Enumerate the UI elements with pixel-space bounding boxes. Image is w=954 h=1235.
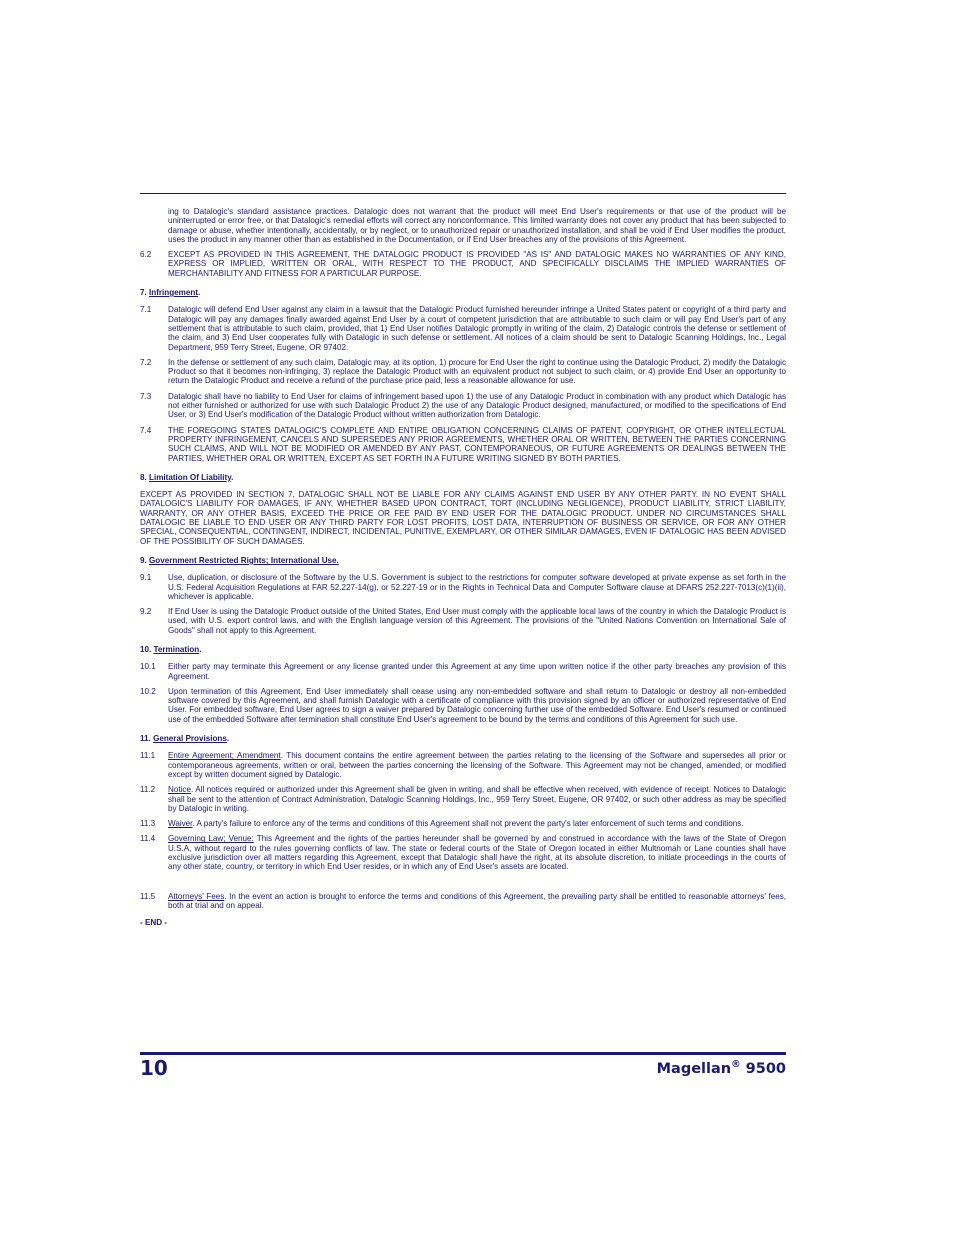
clause-text: Use, duplication, or disclosure of the Software by the U.S. Government is subject to the restrictions for computer software developed at private expense as set forth in the U.S. Federal Acquisition Regulations at FAR 52.227-14(g), or 52.227-19 or in the Rights in Technical Data and Computer Software clause at DFARS 252.227-7013(c)(1)(ii), whichever is applicable. — [168, 573, 786, 601]
clause-number: 11.2 — [140, 785, 156, 795]
clause-text — [168, 751, 786, 779]
clause-7-1 — [140, 305, 786, 351]
clause-body: . This document contains the entire agreement between the parties relating to the licensing of the Software and supersedes all prior or contemporaneous agreements, written or oral, between the parties concerning the licensing of the Software. This Agreement may not be changed, amended, or modified except by written document signed by Datalogic. — [168, 751, 786, 779]
end-marker: - END - — [140, 918, 167, 928]
clause-text: Either party may terminate this Agreement or any license granted under this Agreement at any time upon written notice if the other party breaches any provision of this Agreement. — [168, 662, 786, 681]
clause-text — [168, 892, 786, 911]
clause-title: Governing Law; Venue: — [168, 834, 254, 844]
clause-11-1 — [140, 751, 786, 779]
product-model: 9500 — [740, 1060, 786, 1077]
section-11-heading: 11. General Provisions. — [140, 734, 230, 744]
license-agreement-body — [140, 207, 786, 928]
clause-body: . All notices required or authorized under this Agreement shall be given in writing, and shall be effective when received, with evidence of receipt. Notices to Datalogic shall be sent to the attention of Contract Administration, Datalogic Scanning Holdings, Inc., 959 Terry Street, Eugene, OR 97402, or such other address as may be specified by Datalogic in writing. — [168, 785, 786, 813]
clause-text — [168, 819, 786, 828]
spacer — [140, 878, 786, 892]
section-title: Infringement — [149, 288, 199, 298]
section-number: 8. — [140, 472, 149, 482]
clause-text — [168, 834, 786, 871]
clause-11-3 — [140, 819, 786, 828]
clause-text: Datalogic shall have no liability to End User for claims of infringement based upon 1) the use of any Datalogic Product in combination with any product which Datalogic has not either furnished or authorized for use with such Datalogic Product 2) the use of any Datalogic Product designed, manufactured, or modified to the specifications of End User, or 3) End User's modification of the Datalogic Product without written authorization from Datalogic. — [168, 391, 786, 420]
section-8-text: EXCEPT AS PROVIDED IN SECTION 7, DATALOGIC SHALL NOT BE LIABLE FOR ANY CLAIMS AGAINST END USER BY ANY OTHER PARTY. IN NO EVENT SHALL DATALOGIC'S LIABILITY FOR DAMAGES, IF ANY, WHETHER BASED UPON CONTRACT, TORT (INCLUDING NEGLIGENCE), PRODUCT LIABILITY, STRICT LIABILITY, WARRANTY, OR ANY OTHER BASIS, EXCEED THE PRICE OR FEE PAID BY END USER FOR THE DATALOGIC PRODUCT. UNDER NO CIRCUMSTANCES SHALL DATALOGIC BE LIABLE TO END USER OR ANY THIRD PARTY FOR LOST PROFITS, LOST DATA, INTERRUPTION OF BUSINESS OR SERVICE, OR FOR ANY OTHER SPECIAL, CONSEQUENTIAL, CONTINGENT, INDIRECT, INCIDENTAL, PUNITIVE, EXEMPLARY, OR OTHER SIMILAR DAMAGES, EVEN IF DATALOGIC HAS BEEN ADVISED OF THE POSSIBILITY OF SUCH DAMAGES. — [140, 490, 786, 546]
clause-body: . A party's failure to enforce any of the terms and conditions of this Agreement shall not prevent the party's later enforcement of such terms and conditions. — [192, 819, 744, 829]
clause-text — [168, 785, 786, 813]
clause-text: If End User is using the Datalogic Product outside of the United States, End User must comply with the applicable local laws of the country in which the Datalogic Product is used, with U.S. export control laws, and with the English language version of this Agreement. The provisions of the "United Nations Convention on International Sale of Goods" shall not apply to this Agreement. — [168, 607, 786, 635]
section-number: 10. — [140, 644, 154, 654]
clause-title: Entire Agreement; Amendment — [168, 751, 281, 761]
clause-10-2 — [140, 687, 786, 724]
clause-text: EXCEPT AS PROVIDED IN THIS AGREEMENT, THE DATALOGIC PRODUCT IS PROVIDED "AS IS" AND DATALOGIC MAKES NO WARRANTIES OF ANY KIND, EXPRESS OR IMPLIED, WRITTEN OR ORAL, WITH RESPECT TO THE PRODUCT, AND SPECIFICALLY DISCLAIMS THE IMPLIED WARRANTIES OF MERCHANTABILITY AND FITNESS FOR A PARTICULAR PURPOSE. — [168, 250, 786, 278]
clause-title: Attorneys' Fees — [168, 891, 225, 901]
clause-text: In the defense or settlement of any such claim, Datalogic may, at its option, 1) procure for End User the right to continue using the Datalogic Product, 2) modify the Datalogic Product so that it becomes non-infringing, 3) replace the Datalogic Product with an equivalent product not subject to such claim, or 4) provide End User an opportunity to return the Datalogic Product and receive a refund of the purchase price paid, less a reasonable allowance for use. — [168, 357, 786, 386]
clause-number: 7.3 — [140, 391, 152, 401]
clause-6-2 — [140, 250, 786, 278]
clause-9-2 — [140, 607, 786, 635]
section-9-heading — [140, 556, 786, 565]
clause-10-1 — [140, 662, 786, 681]
clause-11-5 — [140, 892, 786, 911]
clause-number: 11.3 — [140, 819, 156, 829]
section-7-heading: 7. Infringement. — [140, 288, 201, 298]
clause-number: 9.2 — [140, 607, 152, 617]
section-title: Limitation Of Liability — [149, 472, 232, 482]
section-title: Termination — [153, 644, 200, 654]
clause-7-4 — [140, 426, 786, 463]
section-8-heading: 8. Limitation Of Liability. — [140, 472, 234, 482]
clause-text: Datalogic will defend End User against any claim in a lawsuit that the Datalogic Product furnished hereunder infringe a United States patent or copyright of a third party and Datalogic will pay any damages finally awarded against End User by a court of competent jurisdiction that are attributable to such claim or will pay End User's part of any settlement that is attributable to such claim, provided, that 1) End User notifies Datalogic promptly in writing of the claim, 2) Datalogic controls the defense or settlement of the claim, and 3) End User cooperates fully with Datalogic in such defense or settlement. All notices of a claim should be sent to Datalogic Scanning Holdings, Inc., Legal Department, 959 Terry Street, Eugene, OR 97402. — [168, 305, 786, 352]
clause-11-2 — [140, 785, 786, 813]
section-number: 7. — [140, 288, 149, 298]
clause-7-3 — [140, 392, 786, 420]
clause-title: Waiver — [168, 819, 193, 829]
section-title: Government Restricted Rights; International Use. — [149, 555, 339, 565]
clause-number: 7.4 — [140, 425, 152, 435]
clause-body: This Agreement and the rights of the parties hereunder shall be governed by and construed in accordance with the laws of the State of Oregon U.S.A, without regard to the rules governing conflicts of law. The state or federal courts of the State of Oregon located in either Multnomah or Lane counties shall have exclusive jurisdiction over all matters regarding this Agreement, except that Datalogic shall have the right, at its absolute discretion, to initiate proceedings in the courts of any other state, country, or territory in which End User resides, or in which any of End User's assets are located. — [168, 834, 786, 872]
product-title — [657, 1059, 786, 1077]
section-number: 9. — [140, 555, 149, 565]
registered-mark: ® — [731, 1059, 741, 1070]
clause-number: 11.1 — [140, 751, 156, 761]
clause-number: 9.1 — [140, 573, 152, 583]
clause-11-4 — [140, 834, 786, 871]
clause-body: . In the event an action is brought to enforce the terms and conditions of this Agreement, the prevailing party shall be entitled to reasonable attorneys' fees, both at trial and on appeal. — [168, 891, 786, 910]
product-name: Magellan — [656, 1060, 732, 1077]
section-6-1-continuation: ing to Datalogic's standard assistance practices. Datalogic does not warrant that the product will meet End User's requirements or that use of the product will be uninterrupted or error free, or that Datalogic's remedial efforts will correct any nonconformance. This limited warranty does not cover any product that has been subjected to damage or abuse, whether intentionally, accidentally, or by neglect, or to unauthorized repair or unauthorized installation, and shall be void if End User modifies the product, uses the product in any manner other than as established in the Documentation, or if End User breaches any of the provisions of this Agreement. — [168, 207, 786, 244]
clause-title: Notice — [168, 785, 191, 795]
clause-number: 11.4 — [140, 834, 156, 844]
clause-number: 10.2 — [140, 686, 156, 696]
clause-number: 7.2 — [140, 357, 152, 367]
clause-number: 6.2 — [140, 250, 152, 260]
clause-9-1 — [140, 573, 786, 601]
clause-text: THE FOREGOING STATES DATALOGIC'S COMPLETE AND ENTIRE OBLIGATION CONCERNING CLAIMS OF PATENT, COPYRIGHT, OR OTHER INTELLECTUAL PROPERTY INFRINGEMENT, CANCELS AND SUPERSEDES ANY PRIOR AGREEMENTS, WHETHER ORAL OR WRITTEN, BETWEEN THE PARTIES CONCERNING SUCH CLAIMS, AND WILL NOT BE MODIFIED OR AMENDED BY ANY PAST, CONTEMPORANEOUS, OR FUTURE AGREEMENTS OR DEALINGS BETWEEN THE PARTIES, WHETHER ORAL OR WRITTEN, EXCEPT AS SET FORTH IN A FUTURE WRITING SIGNED BY BOTH PARTIES. — [168, 425, 786, 463]
clause-number: 7.1 — [140, 305, 152, 315]
section-number: 11. — [140, 734, 154, 744]
section-10-heading: 10. Termination. — [140, 644, 202, 654]
page-number: 10 — [140, 1056, 168, 1080]
header-rule — [140, 193, 786, 194]
clause-number: 10.1 — [140, 662, 156, 672]
clause-number: 11.5 — [140, 891, 156, 901]
footer-rule — [140, 1052, 786, 1055]
clause-7-2 — [140, 358, 786, 386]
section-title: General Provisions — [153, 734, 227, 744]
clause-text: Upon termination of this Agreement, End User immediately shall cease using any non-embedded software and shall return to Datalogic or destroy all non-embedded software covered by this Agreement, and shall furnish Datalogic with a certificate of compliance with this provision signed by an officer or authorized representative of End User. For embedded software, End User agrees to sign a waiver prepared by Datalogic concerning further use of the embedded Software. End User's resumed or continued use of the embedded Software after termination shall constitute End User's agreement to be bound by the terms and conditions of this Agreement for such use. — [168, 686, 786, 724]
